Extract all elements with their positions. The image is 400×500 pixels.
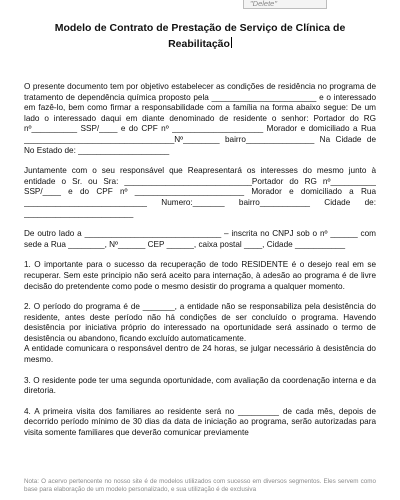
clause-3: 3. O residente pode ter uma segunda oportunidade, com avaliação da coordenação interna e da diretoria. xyxy=(24,375,376,396)
title-line-1: Modelo de Contrato de Prestação de Serviço de Clínica de xyxy=(54,22,346,34)
clause-1: 1. O importante para o sucesso da recuperação de todo RESIDENTE é o desejo real em se recuperar. Sem este principio não será aceito para internação, à adesão ao programa é de livre decisão do pretendente como pode o mesmo desistir do programa a qualquer momento. xyxy=(24,260,376,291)
paragraph-entity: De outro lado a ______________________________ – inscrita no CNPJ sob o nº ______ com sede a Rua ________, Nº______ CEP ______, caixa postal ____, Cidade ___________ xyxy=(24,229,376,249)
paragraph-intro: O presente documento tem por objetivo estabelecer as condições de residência no programa de tratamento de dependência química proposto pela _______________________ e o interessado em fazê-lo, bem como firmar a responsabilidade com a família na forma abaixo segue: De um lado o interessado daqui em diante denominado de residente o senhor: Portador do RG nº__________ SSP/____ e do CPF nº ____________________ Morador e domiciliado a Rua _________________________________Nº________ bairro_______________ Na Cidade de No Estado de: ____________________ xyxy=(24,82,376,155)
text-cursor xyxy=(231,37,232,48)
clause-4: 4. A primeira visita dos familiares ao residente será no _________ de cada mês, depois de decorrido período mínimo de 30 dias da data de iniciação ao programa, serão autorizadas para visita somente familiares que deverão comunicar previamente xyxy=(24,406,376,438)
footer-note: Nota: O acervo pertencente no nosso site é de modelos utilizados com sucesso em diversos segmentos. Eles servem como base para elaboração de um modelo personalizado, e sua utilização é de exclusiva xyxy=(24,478,376,493)
document-body xyxy=(24,20,376,472)
delete-tab[interactable]: "Delete" xyxy=(243,0,327,9)
document-title xyxy=(24,20,376,52)
paragraph-responsible: Juntamente com o seu responsável que Reapresentará os interesses do mesmo junto à entidade o Sr. ou Sra: ____________________________Portador do RG nº__________ SSP/____ e do CPF nº ________________________ Morador e domiciliado a Rua ___________________________ Numero:_______ bairro___________ Cidade de: ________________________ xyxy=(24,166,376,218)
title-line-2: Reabilitação xyxy=(168,38,230,50)
top-bar xyxy=(0,0,400,12)
clause-2-note: A entidade comunicara o responsável dentro de 24 horas, se julgar necessário à desistência do mesmo. xyxy=(24,344,376,365)
clause-2: 2. O período do programa é de _______, a entidade não se responsabiliza pela desistência do residente, antes deste período não há condições de ser concluído o programa. Havendo desistência por iniciativa próprio do interessado na oportunidade será assinado o termo de desistência ou abandono, ficando excluído automaticamente. xyxy=(24,302,376,343)
